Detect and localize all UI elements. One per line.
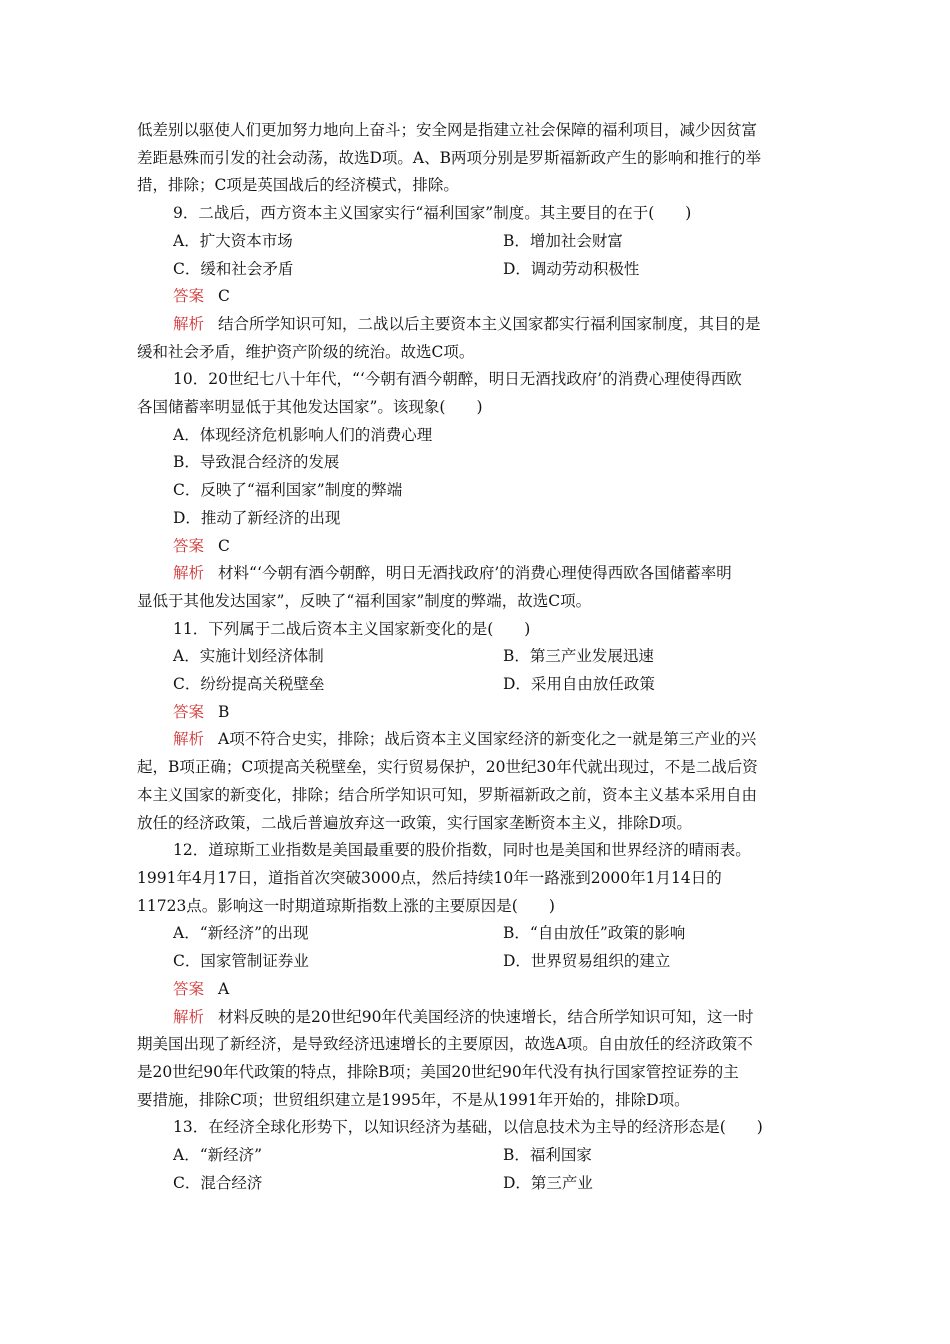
text-line: 10．20世纪七八十年代，“‘今朝有酒今朝醉，明日无酒找政府’的消费心理使得西欧 xyxy=(173,370,742,389)
answer-value: A xyxy=(218,979,230,998)
question-stem xyxy=(137,1114,815,1142)
analysis-paragraph xyxy=(137,726,815,837)
analysis-paragraph xyxy=(137,311,815,366)
option-a: A．扩大资本市场 xyxy=(173,231,293,250)
option-d: D．推动了新经济的出现 xyxy=(173,508,341,527)
intro-paragraph xyxy=(137,117,815,200)
question-12 xyxy=(137,837,815,1114)
text-line: 各国储蓄率明显低于其他发达国家”。该现象( ) xyxy=(137,398,483,417)
option-c: C．反映了“福利国家”制度的弊端 xyxy=(173,481,403,500)
option-list xyxy=(137,228,815,283)
text-line: 放任的经济政策，二战后普遍放弃这一政策，实行国家垄断资本主义，排除D项。 xyxy=(137,813,692,832)
option-c: C．缓和社会矛盾 xyxy=(173,259,294,278)
option-d: D．采用自由放任政策 xyxy=(503,675,655,694)
text-line: 材料反映的是20世纪90年代美国经济的快速增长，结合所学知识可知，这一时 xyxy=(218,1007,754,1026)
option-list xyxy=(137,1142,815,1197)
question-11 xyxy=(137,616,815,838)
text-line: 12．道琼斯工业指数是美国最重要的股价指数，同时也是美国和世界经济的晴雨表。 xyxy=(173,841,751,860)
option-c: C．混合经济 xyxy=(173,1173,263,1192)
option-c: C．纷纷提高关税壁垒 xyxy=(173,675,325,694)
question-10 xyxy=(137,366,815,615)
text-line: 1991年4月17日，道指首次突破3000点，然后持续10年一路涨到2000年1月14日的 xyxy=(137,868,722,887)
analysis-label: 解析 xyxy=(173,1007,205,1026)
text-line: 措，排除；C项是英国战后的经济模式，排除。 xyxy=(137,176,459,195)
analysis-label: 解析 xyxy=(173,314,205,333)
question-13 xyxy=(137,1114,815,1197)
question-9 xyxy=(137,200,815,366)
answer-label: 答案 xyxy=(173,979,205,998)
text-line: 期美国出现了新经济，是导致经济迅速增长的主要原因，故选A项。自由放任的经济政策不 xyxy=(137,1035,753,1054)
option-d: D．第三产业 xyxy=(503,1173,593,1192)
option-list xyxy=(137,422,815,533)
option-list xyxy=(137,643,815,698)
document-page xyxy=(137,117,815,1197)
text-line: 材料“‘今朝有酒今朝醉，明日无酒找政府’的消费心理使得西欧各国储蓄率明 xyxy=(218,564,732,583)
question-stem xyxy=(137,837,815,920)
text-line: 起，B项正确；C项提高关税壁垒，实行贸易保护，20世纪30年代就出现过，不是二战后资 xyxy=(137,758,758,777)
answer-label: 答案 xyxy=(173,702,205,721)
option-b: B．增加社会财富 xyxy=(503,231,623,250)
answer-line xyxy=(137,283,815,311)
text-line: 显低于其他发达国家”，反映了“福利国家”制度的弊端，故选C项。 xyxy=(137,591,592,610)
answer-label: 答案 xyxy=(173,287,205,306)
question-stem xyxy=(137,616,815,644)
analysis-label: 解析 xyxy=(173,730,205,749)
text-line: 11．下列属于二战后资本主义国家新变化的是( ) xyxy=(173,619,531,638)
option-list xyxy=(137,920,815,975)
answer-value: C xyxy=(218,536,230,555)
option-a: A．“新经济”的出现 xyxy=(173,924,309,943)
text-line: A项不符合史实，排除；战后资本主义国家经济的新变化之一就是第三产业的兴 xyxy=(218,730,757,749)
analysis-paragraph xyxy=(137,1004,815,1115)
question-stem xyxy=(137,366,815,421)
question-stem xyxy=(137,200,815,228)
text-line: 13．在经济全球化形势下，以知识经济为基础，以信息技术为主导的经济形态是( ) xyxy=(173,1118,763,1137)
text-line: 要措施，排除C项；世贸组织建立是1995年，不是从1991年开始的，排除D项。 xyxy=(137,1090,690,1109)
option-b: B．“自由放任”政策的影响 xyxy=(503,924,686,943)
text-line: 是20世纪90年代政策的特点，排除B项；美国20世纪90年代没有执行国家管控证券的主 xyxy=(137,1062,739,1081)
option-a: A．体现经济危机影响人们的消费心理 xyxy=(173,425,433,444)
answer-label: 答案 xyxy=(173,536,205,555)
text-line: 结合所学知识可知，二战以后主要资本主义国家都实行福利国家制度，其目的是 xyxy=(218,314,761,333)
text-line: 低差别以驱使人们更加努力地向上奋斗；安全网是指建立社会保障的福利项目，减少因贫富 xyxy=(137,121,758,139)
answer-value: B xyxy=(218,702,230,721)
answer-line xyxy=(137,976,815,1004)
option-b: B．第三产业发展迅速 xyxy=(503,647,654,666)
answer-line xyxy=(137,533,815,561)
text-line: 11723点。影响这一时期道琼斯指数上涨的主要原因是( ) xyxy=(137,896,555,915)
option-b: B．导致混合经济的发展 xyxy=(173,453,340,472)
option-c: C．国家管制证券业 xyxy=(173,952,309,971)
text-line: 9．二战后，西方资本主义国家实行“福利国家”制度。其主要目的在于( ) xyxy=(173,204,692,223)
analysis-label: 解析 xyxy=(173,564,205,583)
option-a: A．“新经济” xyxy=(173,1146,263,1165)
option-d: D．世界贸易组织的建立 xyxy=(503,952,671,971)
option-d: D．调动劳动积极性 xyxy=(503,259,640,278)
answer-value: C xyxy=(218,287,230,306)
analysis-paragraph xyxy=(137,560,815,615)
option-a: A．实施计划经济体制 xyxy=(173,647,324,666)
option-b: B．福利国家 xyxy=(503,1146,592,1165)
text-line: 差距悬殊而引发的社会动荡，故选D项。A、B两项分别是罗斯福新政产生的影响和推行的举 xyxy=(137,148,762,167)
text-line: 缓和社会矛盾，维护资产阶级的统治。故选C项。 xyxy=(137,342,475,361)
answer-line xyxy=(137,699,815,727)
text-line: 本主义国家的新变化，排除；结合所学知识可知，罗斯福新政之前，资本主义基本采用自由 xyxy=(137,785,758,804)
